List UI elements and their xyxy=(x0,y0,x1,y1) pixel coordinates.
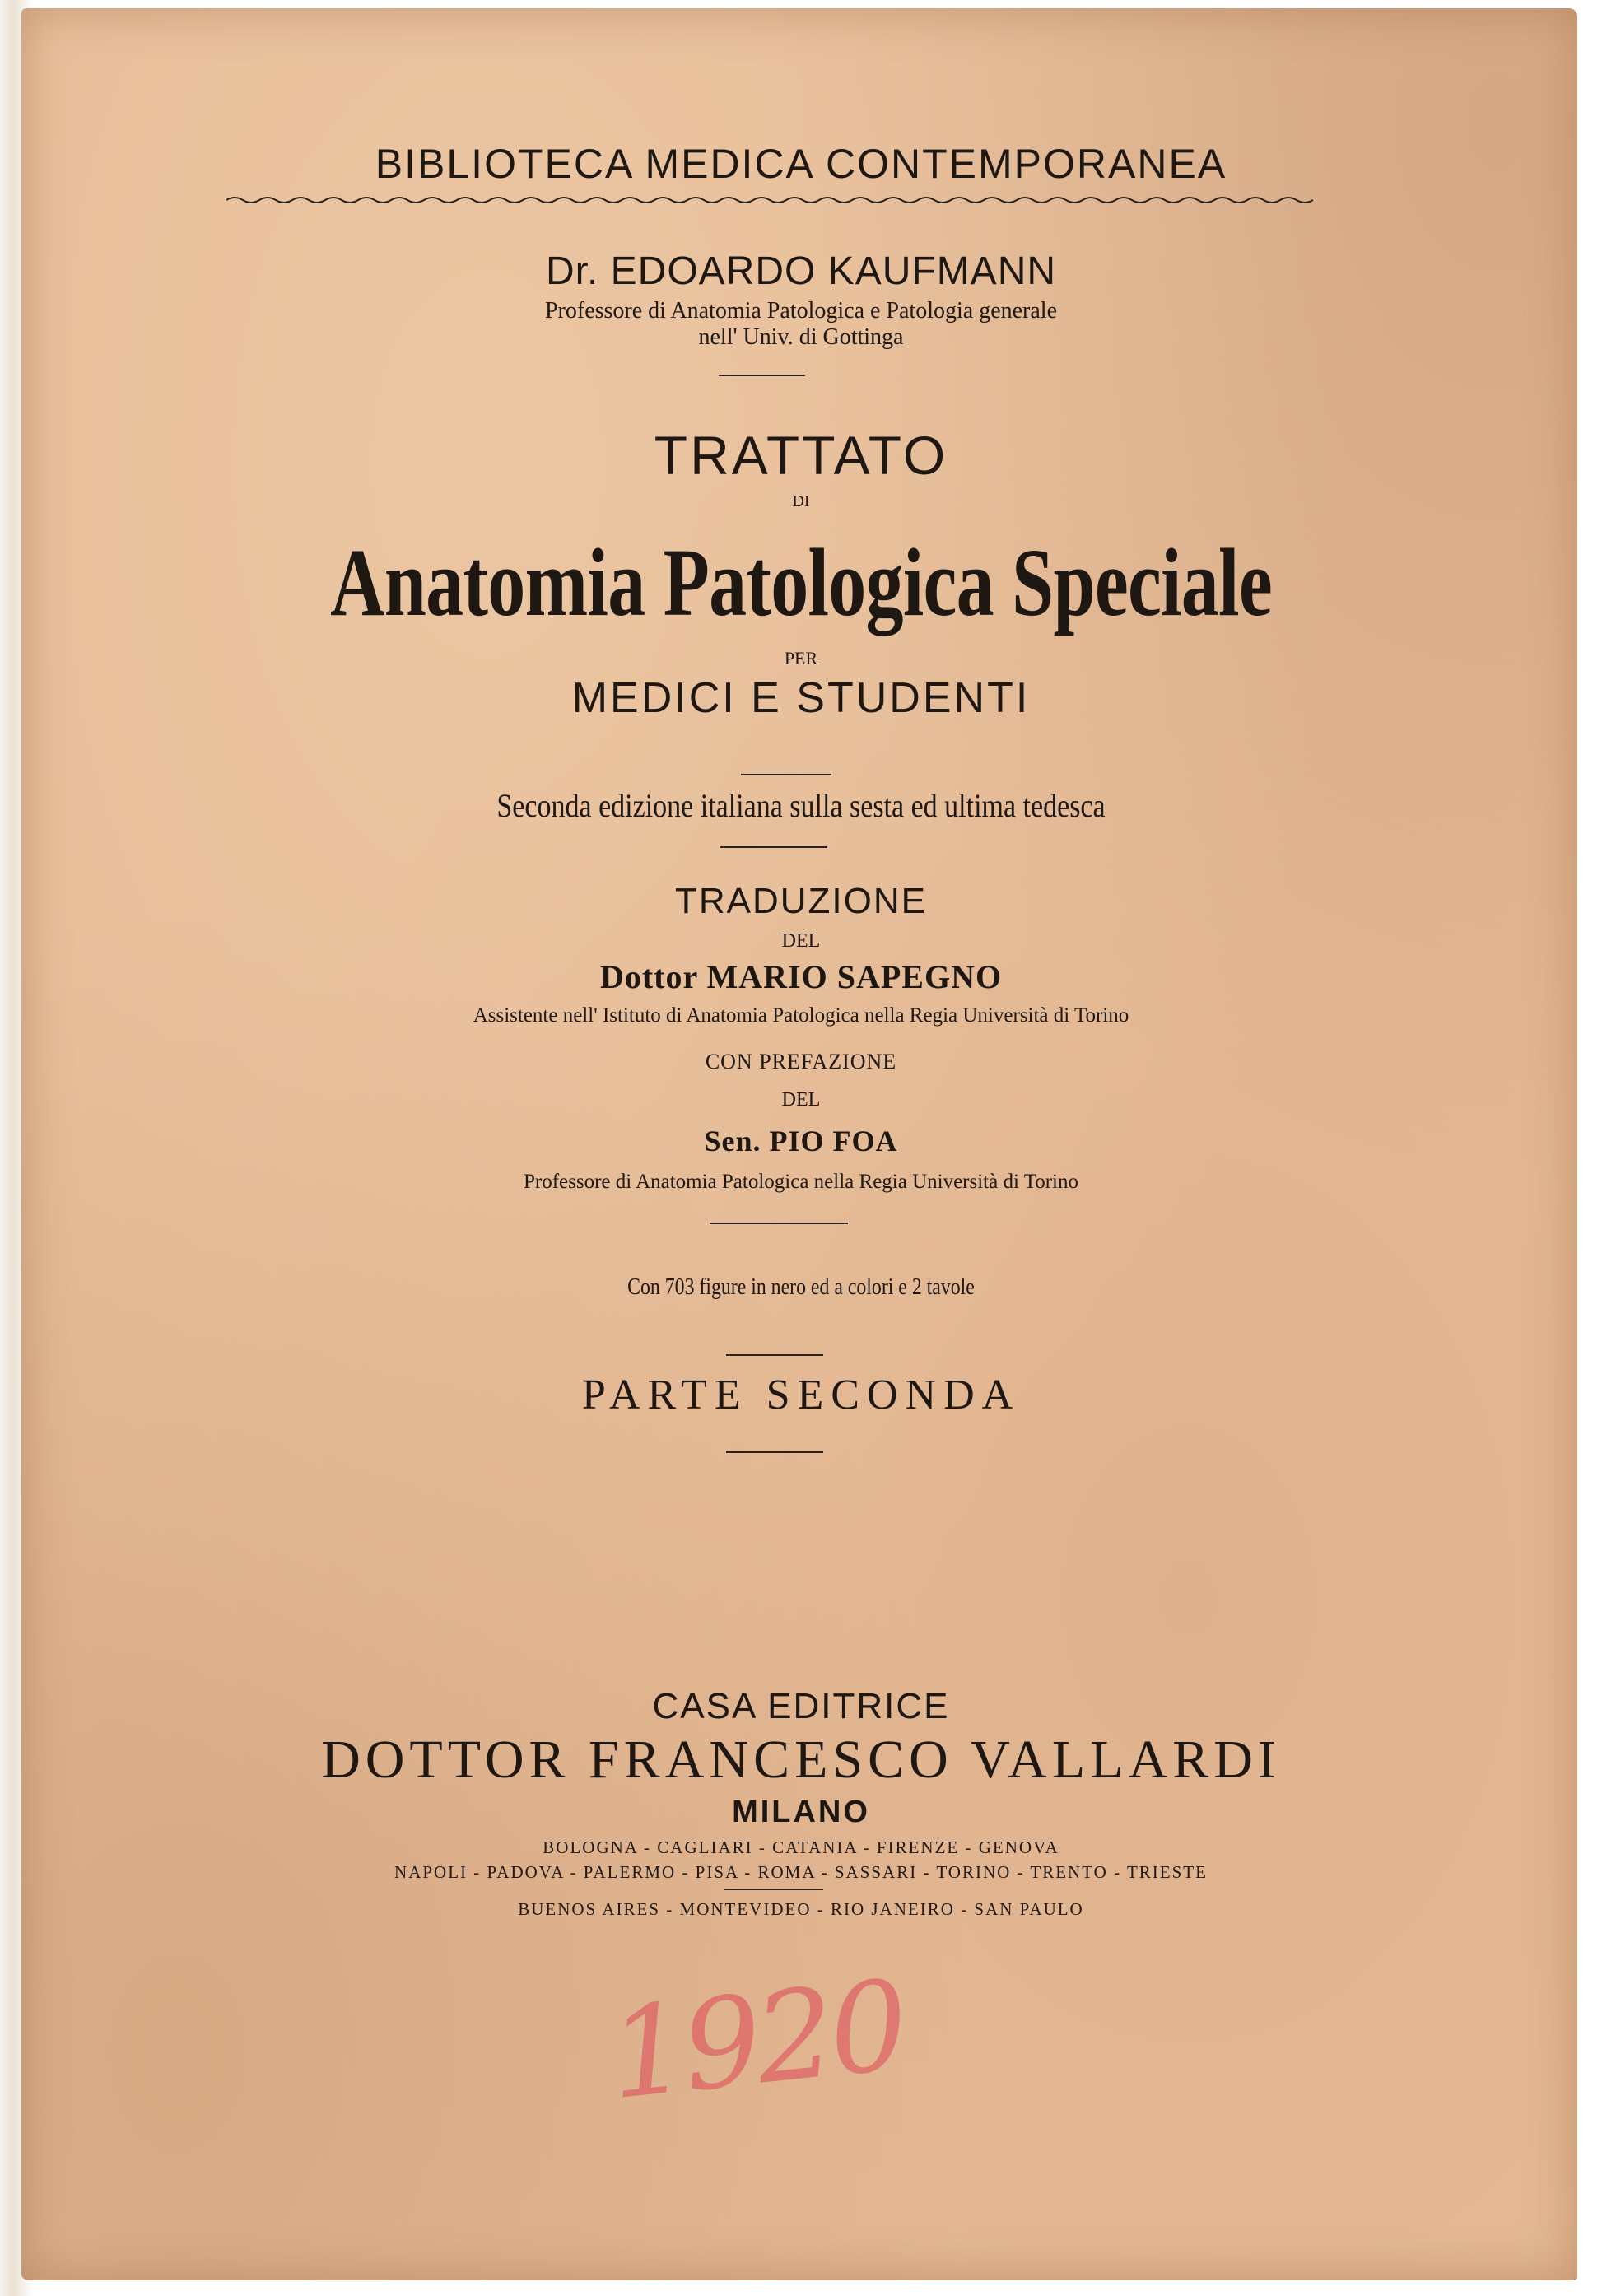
title-prefix: TRATTATO xyxy=(654,425,948,486)
preface-author: Sen. PIO FOA xyxy=(704,1125,898,1157)
wavy-divider xyxy=(226,193,1313,207)
translator-affiliation: Assistente nell' Istituto di Anatomia Patologica nella Regia Università di Torino xyxy=(473,1004,1129,1027)
translator-name: Dottor MARIO SAPEGNO xyxy=(599,958,1003,995)
author-university: nell' Univ. di Gottinga xyxy=(698,324,904,350)
divider-rule xyxy=(710,1223,848,1224)
branch-cities-italy-1: BOLOGNA - CAGLIARI - CATANIA - FIRENZE - GENOVA xyxy=(543,1837,1059,1857)
divider-rule xyxy=(726,1354,823,1356)
publisher-name: DOTTOR FRANCESCO VALLARDI xyxy=(321,1730,1281,1790)
translation-del: DEL xyxy=(781,930,821,952)
title-connector: DI xyxy=(792,492,810,510)
part-title: PARTE SECONDA xyxy=(581,1372,1021,1418)
edition-note: Seconda edizione italiana sulla sesta ed ultima tedesca xyxy=(496,787,1106,824)
handwritten-year: 1920 xyxy=(602,1954,910,2128)
translation-label: TRADUZIONE xyxy=(675,881,927,921)
branch-cities-italy-2: NAPOLI - PADOVA - PALERMO - PISA - ROMA - SASSARI - TORINO - TRENTO - TRIESTE xyxy=(394,1862,1208,1882)
divider-rule xyxy=(720,846,827,848)
author-affiliation: Professore di Anatomia Patologica e Patologia generale xyxy=(544,298,1058,324)
publisher-label: CASA EDITRICE xyxy=(652,1686,950,1726)
figures-note: Con 703 figure in nero ed a colori e 2 tavole xyxy=(627,1274,975,1300)
divider-rule xyxy=(741,774,831,775)
preface-label: CON PREFAZIONE xyxy=(705,1050,897,1073)
series-title: BIBLIOTECA MEDICA CONTEMPORANEA xyxy=(375,141,1227,187)
preface-affiliation: Professore di Anatomia Patologica nella Regia Università di Torino xyxy=(523,1171,1079,1193)
divider-rule xyxy=(719,375,805,376)
main-title: Anatomia Patologica Speciale xyxy=(330,529,1272,636)
divider-rule xyxy=(726,1451,823,1453)
preface-del: DEL xyxy=(781,1089,821,1111)
author-name: Dr. EDOARDO KAUFMANN xyxy=(545,249,1057,293)
divider-rule xyxy=(724,1889,823,1890)
audience-title: MEDICI E STUDENTI xyxy=(571,674,1031,722)
publisher-city: MILANO xyxy=(732,1795,870,1829)
title-per: PER xyxy=(784,648,818,668)
branch-cities-america: BUENOS AIRES - MONTEVIDEO - RIO JANEIRO - SAN PAULO xyxy=(518,1899,1084,1919)
